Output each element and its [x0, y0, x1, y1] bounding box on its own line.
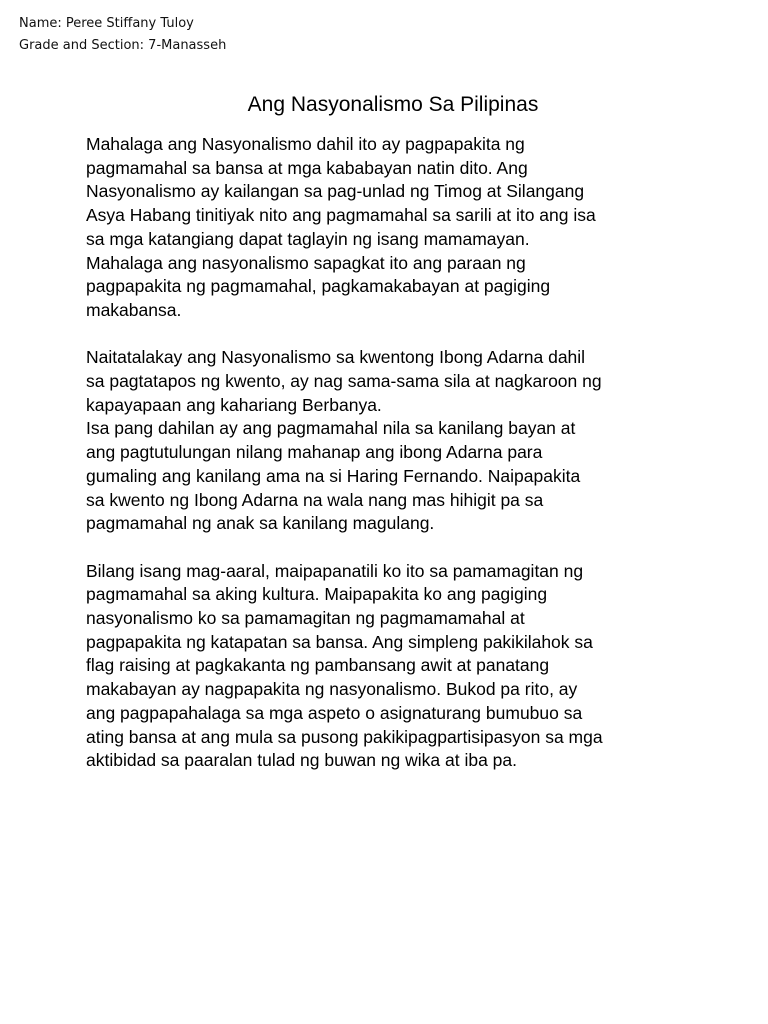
paragraph-line: makabayan ay nagpapakita ng nasyonalismo. Bukod pa rito, ay: [86, 679, 578, 700]
paragraph-line: ating bansa at ang mula sa pusong pakikipagpartisipasyon sa mga: [86, 726, 603, 747]
paragraph-line: gumaling ang kanilang ama na si Haring Fernando. Naipapakita: [86, 465, 581, 486]
paragraph-line: pagpapakita ng pagmamahal, pagkamakabayan at pagiging: [86, 276, 551, 297]
paragraph-3: [86, 560, 746, 773]
paragraph-line: aktibidad sa paaralan tulad ng buwan ng wika at iba pa.: [86, 750, 517, 771]
paragraph-line: nasyonalismo ko sa pamamagitan ng pagmamamahal at: [86, 608, 525, 629]
student-header: [19, 13, 226, 57]
paragraph-1: [86, 133, 746, 323]
paragraph-line: makabansa.: [86, 299, 182, 320]
paragraph-line: flag raising at pagkakanta ng pambansang awit at panatang: [86, 655, 550, 676]
paragraph-line: Naitatalakay ang Nasyonalismo sa kwentong Ibong Adarna dahil: [86, 347, 586, 368]
paragraph-line: sa kwento ng Ibong Adarna na wala nang mas hihigit pa sa: [86, 489, 544, 510]
paragraph-line: Bilang isang mag-aaral, maipapanatili ko ito sa pamamagitan ng: [86, 560, 584, 581]
student-name: Name: Peree Stiffany Tuloy: [19, 16, 194, 31]
paragraph-line: pagmamahal sa aking kultura. Maipapakita ko ang pagiging: [86, 584, 548, 605]
essay-body: [86, 133, 746, 797]
paragraph-2: [86, 346, 746, 536]
paragraph-line: Mahalaga ang Nasyonalismo dahil ito ay pagpapakita ng: [86, 134, 525, 154]
paragraph-line: Isa pang dahilan ay ang pagmamahal nila sa kanilang bayan at: [86, 418, 576, 439]
grade-section: Grade and Section: 7-Manasseh: [19, 38, 227, 53]
essay-title: Ang Nasyonalismo Sa Pilipinas: [247, 93, 539, 116]
paragraph-line: ang pagpapahalaga sa mga aspeto o asignaturang bumubuo sa: [86, 702, 583, 723]
paragraph-line: kapayapaan ang kahariang Berbanya.: [86, 394, 382, 415]
paragraph-line: Mahalaga ang nasyonalismo sapagkat ito ang paraan ng: [86, 252, 526, 273]
paragraph-line: pagpapakita ng katapatan sa bansa. Ang simpleng pakikilahok sa: [86, 631, 593, 652]
paragraph-line: Nasyonalismo ay kailangan sa pag-unlad ng Timog at Silangang: [86, 181, 585, 202]
paragraph-line: sa mga katangiang dapat taglayin ng isang mamamayan.: [86, 228, 530, 249]
paragraph-line: pagmamahal ng anak sa kanilang magulang.: [86, 513, 435, 534]
paragraph-line: sa pagtatapos ng kwento, ay nag sama-sama sila at nagkaroon ng: [86, 371, 602, 392]
paragraph-line: pagmamahal sa bansa at mga kababayan natin dito. Ang: [86, 157, 528, 178]
paragraph-line: Asya Habang tinitiyak nito ang pagmamahal sa sarili at ito ang isa: [86, 205, 596, 226]
paragraph-line: ang pagtutulungan nilang mahanap ang ibong Adarna para: [86, 442, 543, 463]
